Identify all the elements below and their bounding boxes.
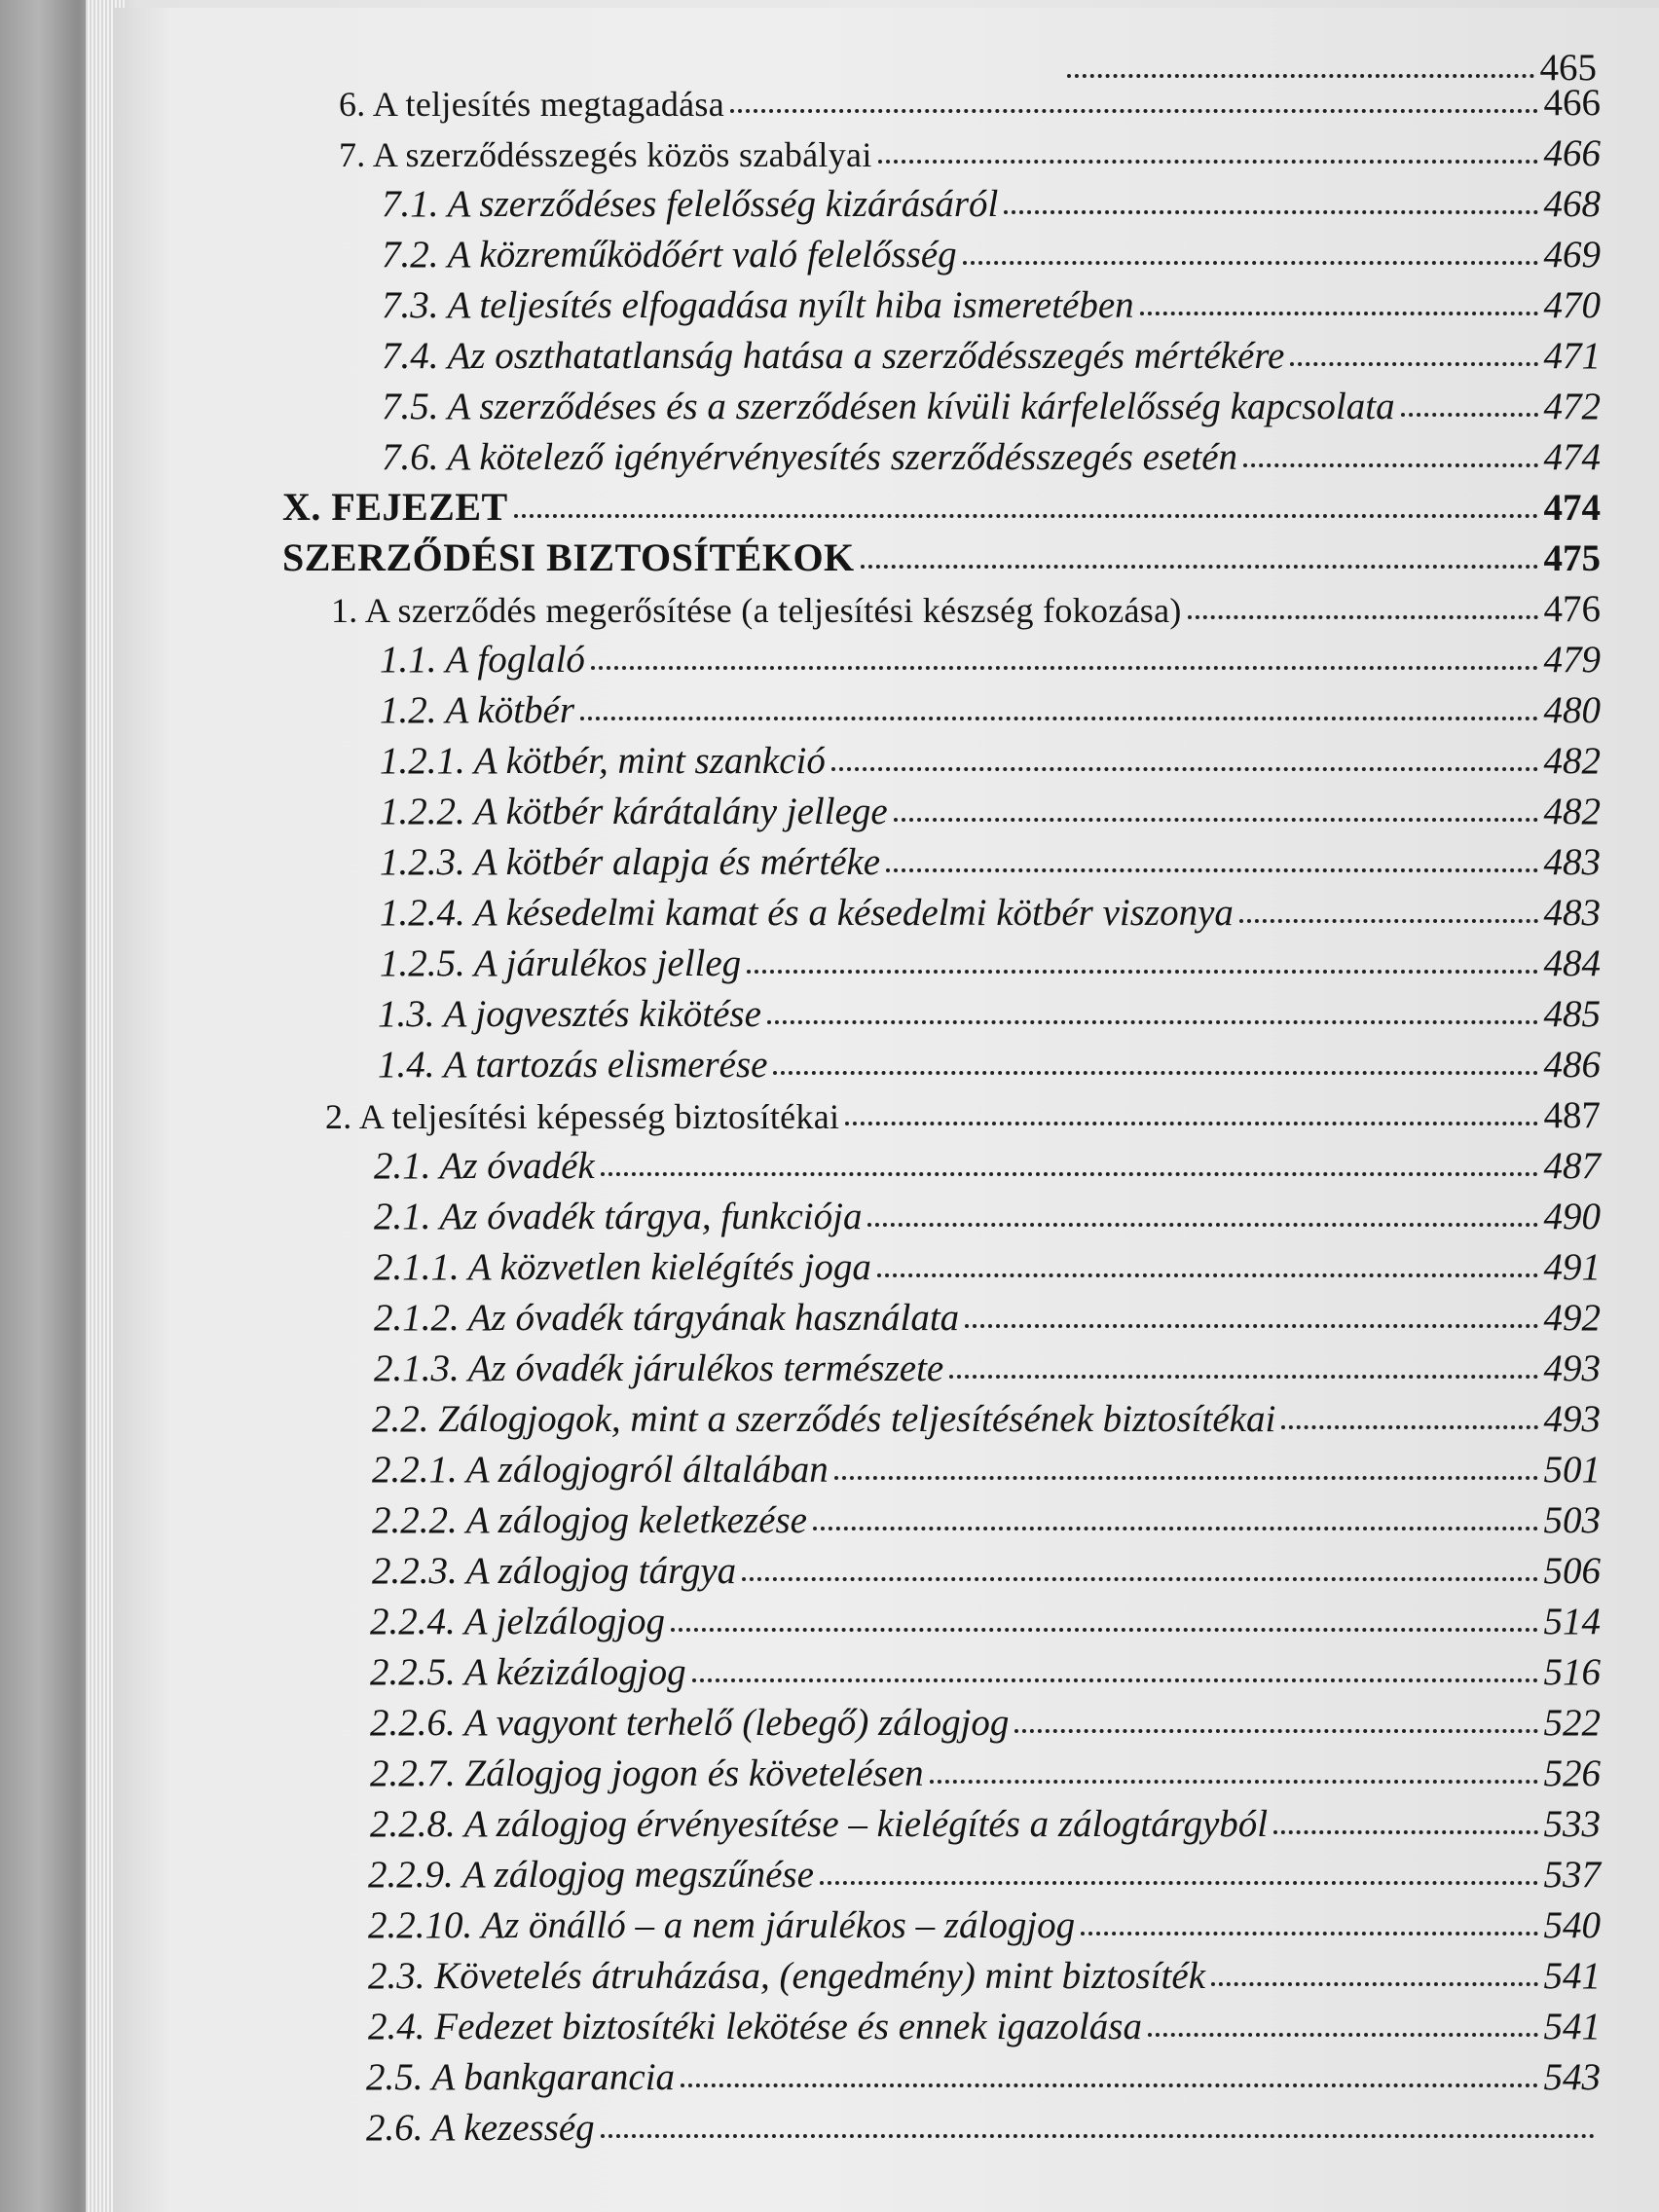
toc-title: 1. A szerződés megerősítése (a teljesítési készség fokozása) [331, 591, 1182, 630]
toc-page: 485 [1543, 993, 1601, 1035]
toc-row [331, 578, 1601, 631]
toc-page: 543 [1543, 2056, 1601, 2098]
toc-leader [930, 1780, 1538, 1784]
toc-title: 7.1. A szerződéses felelősség kizárásáról [382, 183, 999, 225]
toc-row [282, 528, 1601, 580]
toc-leader [773, 1071, 1537, 1075]
toc-title: 1.1. A foglaló [380, 639, 585, 681]
toc-page: 480 [1543, 689, 1601, 731]
toc-page: 487 [1543, 1145, 1601, 1187]
toc-row [368, 1895, 1601, 1947]
toc-leader [1243, 463, 1537, 467]
toc-row [339, 72, 1601, 125]
toc-title: 2.2.6. A vagyont terhelő (lebegő) zálogjog [370, 1702, 1010, 1744]
toc-leader [1014, 1729, 1537, 1733]
toc-title: X. FEJEZET [282, 485, 508, 529]
toc-leader [1290, 362, 1537, 366]
toc-title: 1.2.5. A járulékos jelleg [380, 942, 742, 984]
toc-leader [1211, 1982, 1538, 1986]
toc-title: 6. A teljesítés megtagadása [339, 85, 724, 124]
toc-page: 537 [1543, 1854, 1601, 1896]
toc-leader [1188, 615, 1538, 619]
toc-leader [1281, 1425, 1537, 1429]
toc-title: 2.2.10. Az önálló – a nem járulékos – zálogjog [368, 1904, 1076, 1946]
toc-page: 466 [1543, 132, 1601, 174]
toc-page: 468 [1543, 183, 1601, 225]
toc-leader [1273, 1830, 1537, 1834]
toc-leader [1401, 413, 1538, 417]
toc-page: 484 [1543, 942, 1601, 984]
toc-leader [1239, 919, 1538, 923]
toc-row [366, 2046, 1601, 2099]
toc-row [374, 1186, 1601, 1238]
toc-row [374, 1236, 1601, 1289]
toc-leader [514, 514, 1538, 518]
toc-title: 7.5. A szerződéses és a szerződésen kívüli kárfelelősség kapcsolata [382, 386, 1395, 427]
toc-row [368, 1945, 1601, 1998]
toc-row [380, 831, 1601, 884]
toc-title: 2.1.2. Az óvadék tárgyának használata [374, 1297, 960, 1339]
toc-leader [965, 1324, 1537, 1328]
toc-page: 501 [1543, 1449, 1601, 1491]
toc-title: SZERZŐDÉSI BIZTOSÍTÉKOK [282, 535, 855, 579]
toc-row [380, 781, 1601, 833]
toc-page: 475 [1543, 537, 1601, 579]
toc-page: 483 [1543, 841, 1601, 883]
toc-leader [813, 1527, 1538, 1530]
toc-leader [601, 2134, 1595, 2138]
toc-page: 482 [1543, 791, 1601, 832]
toc-page: 476 [1543, 588, 1601, 630]
toc-row [370, 1591, 1601, 1643]
toc-title: 2.5. A bankgarancia [366, 2056, 676, 2098]
toc-leader [894, 818, 1538, 822]
toc-page: 541 [1543, 1955, 1601, 1997]
toc-title: 2.2.5. A kézizálogjog [370, 1651, 686, 1693]
toc-title: 2.1.1. A közvetlen kielégítés joga [374, 1246, 871, 1288]
toc-title: 2.1. Az óvadék tárgya, funkciója [374, 1196, 863, 1237]
toc-leader [877, 1273, 1538, 1277]
toc-page: 479 [1543, 639, 1601, 681]
toc-title: 1.2.2. A kötbér kárátalány jellege [380, 791, 888, 832]
toc-row [374, 1287, 1601, 1340]
toc-title: 2.2.1. A zálogjogról általában [372, 1449, 829, 1491]
toc-leader [845, 1122, 1537, 1125]
toc-title: 7.4. Az oszthatatlanság hatása a szerződésszegés mértékére [382, 335, 1285, 377]
toc-page: 470 [1543, 284, 1601, 326]
toc-leader [878, 160, 1538, 164]
toc-row [339, 123, 1601, 175]
toc-row [374, 1135, 1601, 1188]
toc-title: 2.6. A kezesség [366, 2107, 595, 2149]
toc-row [382, 426, 1601, 479]
toc-leader [1004, 210, 1537, 214]
toc-leader [963, 261, 1538, 265]
toc-title: 1.4. A tartozás elismerése [378, 1044, 768, 1086]
toc-row [380, 933, 1601, 985]
toc-leader [886, 868, 1537, 872]
toc-row [370, 1743, 1601, 1795]
toc-page: 506 [1543, 1550, 1601, 1592]
toc-title: 7.3. A teljesítés elfogadása nyílt hiba ismeretében [382, 284, 1134, 326]
toc-row [382, 173, 1601, 226]
toc-row [380, 629, 1601, 682]
toc-row [374, 1338, 1601, 1390]
toc-leader [671, 1628, 1538, 1632]
toc-row [382, 376, 1601, 428]
toc-page: 487 [1543, 1094, 1601, 1136]
toc-title: 2.2.3. A zálogjog tárgya [372, 1550, 737, 1592]
toc-title: 1.3. A jogvesztés kikötése [378, 993, 761, 1035]
toc-row [282, 477, 1601, 530]
toc-row [380, 882, 1601, 935]
toc-page: 533 [1543, 1803, 1601, 1845]
toc-row [382, 325, 1601, 378]
toc-title: 2. A teljesítési képesség biztosítékai [325, 1097, 840, 1136]
toc-page: 492 [1543, 1297, 1601, 1339]
toc-leader [747, 970, 1537, 974]
toc-page: 503 [1543, 1499, 1601, 1541]
toc-title: 2.2.8. A zálogjog érvényesítése – kielégítés a zálogtárgyból [370, 1803, 1269, 1845]
toc-page: 491 [1543, 1246, 1601, 1288]
toc-title: 1.2.3. A kötbér alapja és mértéke [380, 841, 881, 883]
toc-page: 471 [1543, 335, 1601, 377]
toc-page: 493 [1543, 1347, 1601, 1389]
toc-leader [580, 717, 1537, 720]
toc-leader [767, 1020, 1538, 1024]
toc-page: 522 [1543, 1702, 1601, 1744]
toc-page: 465 [1539, 47, 1597, 89]
toc-title: 2.1. Az óvadék [374, 1145, 595, 1187]
toc-row [382, 275, 1601, 327]
toc-page: 540 [1543, 1904, 1601, 1946]
toc-title: 1.2.1. A kötbér, mint szankció [380, 740, 826, 782]
toc-leader [692, 1678, 1538, 1682]
toc-row [372, 1388, 1601, 1441]
toc-row [378, 983, 1601, 1036]
toc-page: 474 [1543, 487, 1601, 529]
toc-row [368, 1996, 1601, 2048]
toc-title: 2.2.7. Zálogjog jogon és követelésen [370, 1752, 924, 1794]
toc-page: 472 [1543, 386, 1601, 427]
toc-row [370, 1692, 1601, 1745]
toc-title: 1.2.4. A késedelmi kamat és a késedelmi kötbér viszonya [380, 892, 1234, 934]
toc-title: 2.2.4. A jelzálogjog [370, 1601, 665, 1642]
toc-leader [1081, 1932, 1537, 1936]
toc-row [372, 1540, 1601, 1593]
toc-leader [831, 767, 1538, 771]
toc-leader [681, 2083, 1537, 2087]
toc-title: 2.2.9. A zálogjog megszűnése [368, 1854, 814, 1896]
toc-leader [730, 109, 1538, 113]
toc-leader [867, 1223, 1537, 1227]
toc-page: 483 [1543, 892, 1601, 934]
toc-row [380, 680, 1601, 732]
toc-row [372, 1439, 1601, 1492]
toc-title: 7. A szerződésszegés közös szabályai [339, 135, 872, 174]
toc-page: 514 [1543, 1601, 1601, 1642]
toc-leader [601, 1172, 1538, 1176]
toc-page: 526 [1543, 1752, 1601, 1794]
toc-page: 482 [1543, 740, 1601, 782]
toc-title: 2.3. Követelés átruházása, (engedmény) mint biztosíték [368, 1955, 1205, 1997]
toc-title: 2.2. Zálogjogok, mint a szerződés teljesítésének biztosítékai [372, 1398, 1276, 1440]
toc-title: 2.4. Fedezet biztosítéki lekötése és ennek igazolása [368, 2006, 1142, 2047]
toc-page: 474 [1543, 436, 1601, 478]
toc-page: 541 [1543, 2006, 1601, 2047]
toc-row [378, 1034, 1601, 1087]
toc-row [368, 1844, 1601, 1897]
toc-title: 2.1.3. Az óvadék járulékos természete [374, 1347, 944, 1389]
toc-leader [820, 1881, 1538, 1885]
toc-page: 466 [1543, 82, 1601, 124]
toc-title: 2.2.2. A zálogjog keletkezése [372, 1499, 807, 1541]
toc-page: 516 [1543, 1651, 1601, 1693]
toc-row [370, 1793, 1601, 1846]
toc-title: 7.2. A közreműködőért való felelősség [382, 234, 957, 276]
toc-page: 493 [1543, 1398, 1601, 1440]
toc-leader [742, 1577, 1537, 1581]
toc-row [380, 730, 1601, 783]
toc-title: 7.6. A kötelező igényérvényesítés szerződésszegés esetén [382, 436, 1238, 478]
toc-leader [834, 1476, 1538, 1480]
toc-row [325, 1085, 1601, 1137]
toc-row [382, 224, 1601, 276]
toc-leader [949, 1375, 1537, 1379]
toc-leader [591, 666, 1538, 670]
toc-page: 490 [1543, 1196, 1601, 1237]
toc-row [370, 1641, 1601, 1694]
toc-row [366, 2097, 1601, 2150]
toc-page: 486 [1543, 1044, 1601, 1086]
toc-row [372, 1490, 1601, 1542]
toc-page: 469 [1543, 234, 1601, 276]
toc-leader [861, 565, 1538, 569]
toc-title: 1.2. A kötbér [380, 689, 575, 731]
toc-leader [1140, 312, 1538, 315]
toc-leader [1148, 2033, 1538, 2037]
